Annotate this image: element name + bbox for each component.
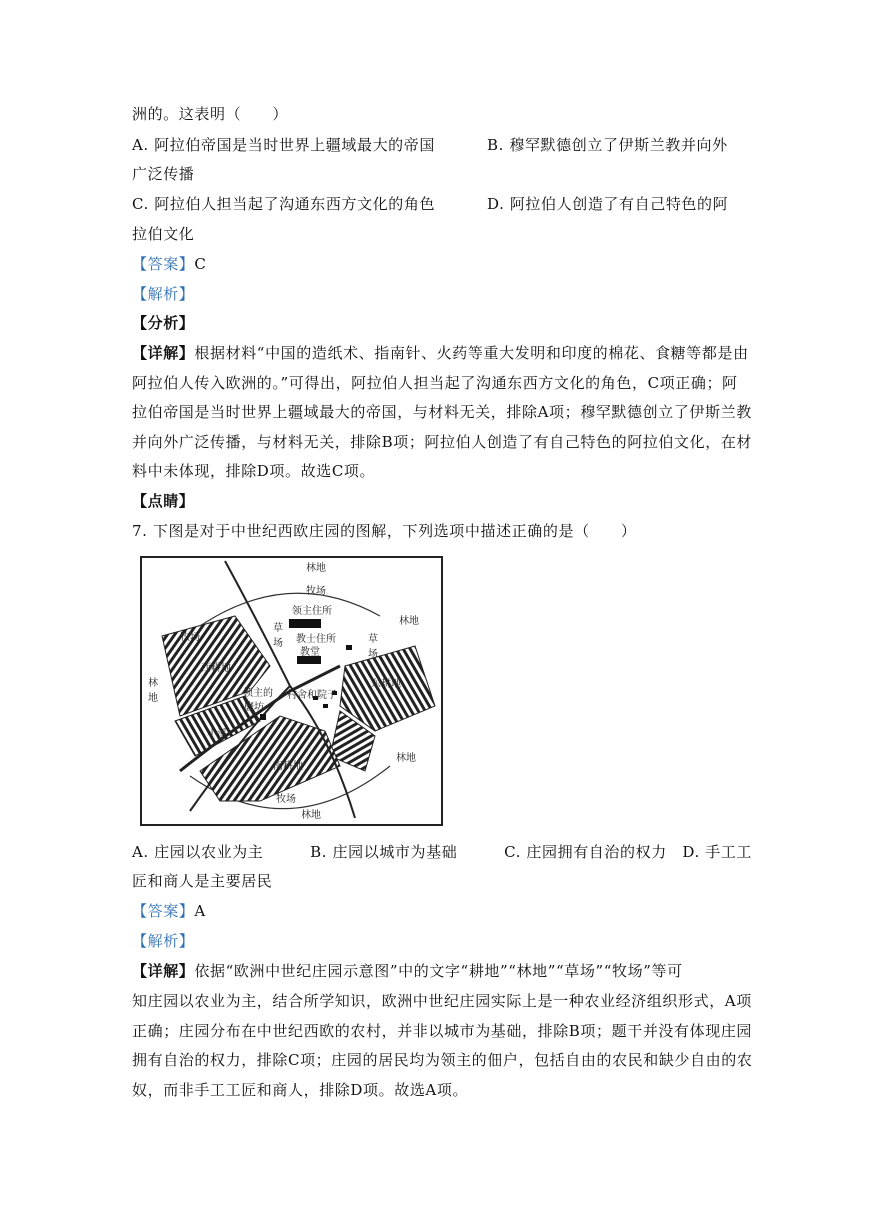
detail-tag: 【详解】 bbox=[132, 344, 195, 362]
label-village: 村舍和院子 bbox=[287, 690, 337, 701]
detail-tag: 【详解】 bbox=[132, 962, 195, 980]
label-priest-house: 教士住所 bbox=[296, 634, 336, 645]
label-pasture-bottom: 牧场 bbox=[276, 794, 296, 805]
q7-detail-line bbox=[132, 961, 683, 981]
label-stream: 小溪 bbox=[207, 729, 227, 740]
q6-option-b: B. 穆罕默德创立了伊斯兰教并向外 bbox=[487, 136, 728, 154]
q7-analysis-tag: 【解析】 bbox=[132, 932, 195, 950]
label-forest-right-bottom: 林地 bbox=[396, 753, 416, 764]
label-mill: 领主的 bbox=[243, 688, 273, 699]
answer-tag: 【答案】 bbox=[132, 902, 195, 920]
q7-detail-line: 拥有自治的权力，排除C项；庄园的居民均为领主的佃户，包括自由的农民和缺少自由的农 bbox=[132, 1051, 753, 1069]
q7-options-cont: 匠和商人是主要居民 bbox=[132, 872, 273, 890]
cottage-marker bbox=[323, 704, 328, 708]
q6-answer bbox=[132, 254, 206, 274]
q6-detail-line: 拉伯帝国是当时世界上疆域最大的帝国，与材料无关，排除A项；穆罕默德创立了伊斯兰教 bbox=[132, 403, 752, 421]
mill-marker bbox=[260, 714, 266, 720]
q6-option-d: D. 阿拉伯人创造了有自己特色的阿 bbox=[487, 195, 729, 213]
label-west-field: 西耕地 bbox=[201, 663, 231, 674]
q6-fenxi-tag: 【分析】 bbox=[132, 314, 195, 332]
label-lord-house: 领主住所 bbox=[292, 606, 332, 617]
priest-house-marker bbox=[346, 645, 352, 650]
label-meadow-left: 场 bbox=[273, 638, 283, 649]
detail-text: 根据材料“中国的造纸术、指南针、火药等重大发明和印度的棉花、食糖等都是由 bbox=[194, 344, 749, 362]
label-pasture-left: 牧场 bbox=[180, 632, 200, 643]
q6-detail-line bbox=[132, 343, 749, 363]
q7-answer bbox=[132, 901, 206, 921]
q6-option-d-cont: 拉伯文化 bbox=[132, 225, 195, 243]
q6-stem-tail: 洲的。这表明（ ） bbox=[132, 105, 289, 123]
q6-detail-line: 并向外广泛传播，与材料无关，排除B项；阿拉伯人创造了有自己特色的阿拉伯文化，在材 bbox=[132, 433, 753, 451]
answer-value: A bbox=[194, 902, 206, 920]
label-mill: 磨坊 bbox=[244, 702, 264, 713]
answer-tag: 【答案】 bbox=[132, 255, 195, 273]
q7-detail-line: 知庄园以农业为主，结合所学知识，欧洲中世纪庄园实际上是一种农业经济组织形式，A项 bbox=[132, 992, 752, 1010]
q6-analysis-tag: 【解析】 bbox=[132, 285, 195, 303]
label-forest-top: 林地 bbox=[306, 563, 326, 574]
q7-stem: 7. 下图是对于中世纪西欧庄园的图解，下列选项中描述正确的是（ ） bbox=[132, 522, 637, 540]
label-pasture-top: 牧场 bbox=[306, 586, 326, 597]
label-forest-left: 地 bbox=[148, 693, 158, 704]
q7-options: A. 庄园以农业为主 B. 庄园以城市为基础 C. 庄园拥有自治的权力 D. 手工工 bbox=[132, 843, 753, 861]
q6-option-b-cont: 广泛传播 bbox=[132, 165, 195, 183]
manor-map bbox=[140, 556, 443, 826]
q6-option-c: C. 阿拉伯人担当起了沟通东西方文化的角色 bbox=[132, 195, 436, 213]
q7-detail-line: 奴，而非手工工匠和商人，排除D项。故选A项。 bbox=[132, 1081, 469, 1099]
label-east-field: 东耕地 bbox=[371, 679, 401, 690]
label-forest-bottom: 林地 bbox=[301, 810, 321, 821]
q7-detail-line: 正确；庄园分布在中世纪西欧的农村，并非以城市为基础，排除B项；题干并没有体现庄园 bbox=[132, 1022, 753, 1040]
answer-value: C bbox=[194, 255, 207, 273]
q6-detail-line: 料中未体现，排除D项。故选C项。 bbox=[132, 462, 376, 480]
q6-dianjing-tag: 【点睛】 bbox=[132, 492, 195, 510]
label-forest-right-top: 林地 bbox=[399, 616, 419, 627]
lord-house-marker bbox=[289, 619, 321, 628]
label-meadow-left: 草 bbox=[273, 623, 283, 634]
label-meadow-right: 场 bbox=[368, 649, 378, 660]
label-forest-left: 林 bbox=[148, 678, 158, 689]
label-church: 教堂 bbox=[300, 647, 320, 658]
q6-detail-line: 阿拉伯人传入欧洲的。”可得出，阿拉伯人担当起了沟通东西方文化的角色，C项正确；阿 bbox=[132, 374, 738, 392]
label-meadow-right: 草 bbox=[368, 634, 378, 645]
detail-text: 依据“欧洲中世纪庄园示意图”中的文字“耕地”“林地”“草场”“牧场”等可 bbox=[194, 962, 683, 980]
label-south-field: 南耕地 bbox=[273, 761, 303, 772]
q6-option-a: A. 阿拉伯帝国是当时世界上疆域最大的帝国 bbox=[132, 136, 435, 154]
